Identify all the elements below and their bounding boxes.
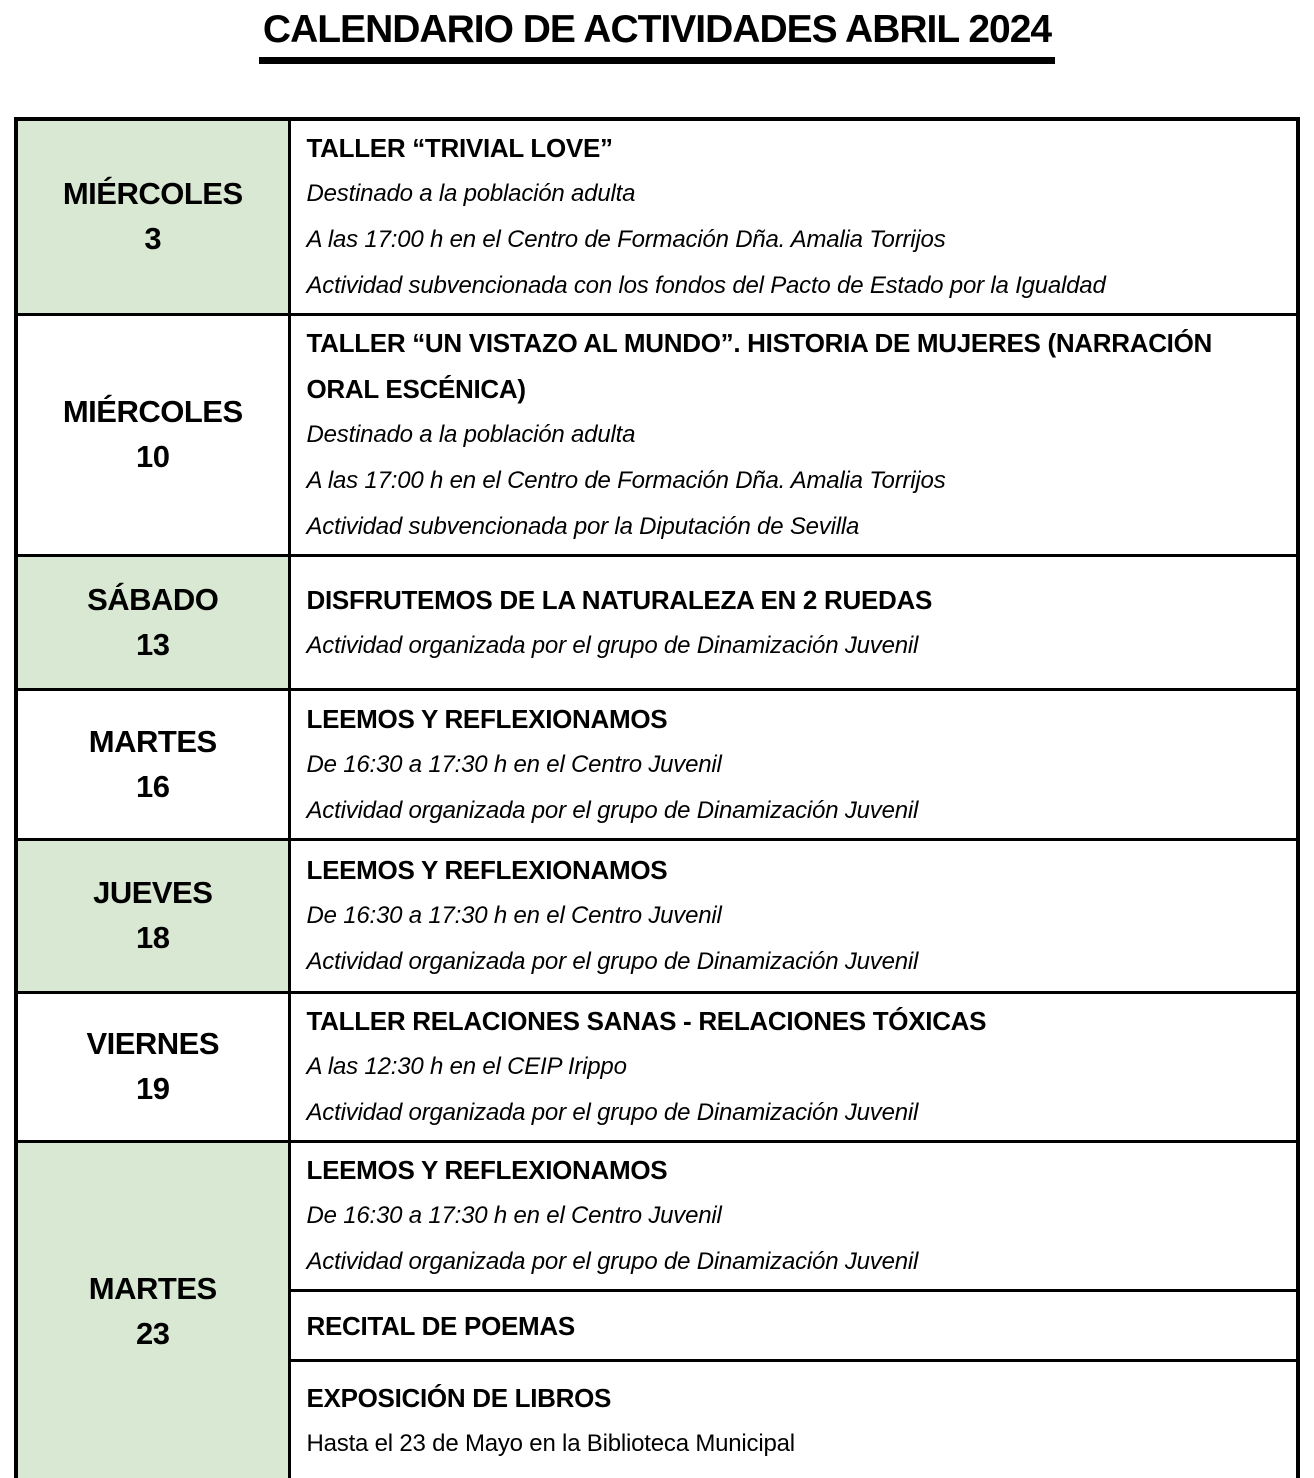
day-cell	[16, 315, 289, 556]
activity-detail: De 16:30 a 17:30 h en el Centro Juvenil	[306, 750, 722, 778]
activity-cell	[289, 1361, 1298, 1478]
title-container	[0, 0, 1314, 64]
activity-cell	[289, 119, 1298, 315]
activity-title: EXPOSICIÓN DE LIBROS	[306, 1383, 612, 1414]
table-row	[16, 556, 1298, 690]
activity-cell	[289, 840, 1298, 993]
day-cell	[16, 119, 289, 315]
activity-detail: De 16:30 a 17:30 h en el Centro Juvenil	[306, 902, 722, 929]
activity-detail: De 16:30 a 17:30 h en el Centro Juvenil	[306, 1202, 722, 1229]
activity-cell	[289, 315, 1298, 556]
activity-detail: Actividad organizada por el grupo de Dinamización Juvenil	[306, 796, 919, 824]
activity-cell	[289, 690, 1298, 840]
day-name: JUEVES	[93, 875, 213, 911]
day-name: MARTES	[88, 1270, 217, 1306]
activity-cell	[289, 993, 1298, 1142]
day-cell	[16, 690, 289, 840]
activity-title: TALLER RELACIONES SANAS - RELACIONES TÓXICAS	[306, 1006, 987, 1036]
day-number: 10	[136, 439, 170, 474]
activity-cell	[289, 556, 1298, 690]
activity-title: TALLER “TRIVIAL LOVE”	[306, 133, 613, 163]
day-cell	[16, 1142, 289, 1478]
table-row	[16, 840, 1298, 993]
day-number: 3	[144, 221, 162, 256]
activity-detail: Actividad organizada por el grupo de Dinamización Juvenil	[306, 1099, 919, 1126]
activity-detail: Actividad subvencionada con los fondos del Pacto de Estado por la Igualdad	[306, 272, 1106, 299]
activity-table	[14, 117, 1300, 1478]
table-row	[16, 993, 1298, 1142]
activity-detail: A las 17:00 h en el Centro de Formación Dña. Amalia Torrijos	[306, 467, 946, 494]
day-name: SÁBADO	[87, 581, 219, 617]
day-cell	[16, 556, 289, 690]
activity-detail: Actividad organizada por el grupo de Dinamización Juvenil	[306, 631, 919, 659]
activity-title: DISFRUTEMOS DE LA NATURALEZA EN 2 RUEDAS	[306, 584, 932, 615]
day-name: MIÉRCOLES	[62, 394, 243, 430]
day-number: 23	[136, 1315, 170, 1351]
day-cell	[16, 840, 289, 993]
day-name: MARTES	[88, 723, 217, 759]
activity-detail: Destinado a la población adulta	[306, 421, 636, 448]
table-row	[16, 119, 1298, 315]
table-row	[16, 690, 1298, 840]
day-name: MIÉRCOLES	[62, 176, 243, 212]
table-row	[16, 1142, 1298, 1291]
activity-detail: Actividad organizada por el grupo de Dinamización Juvenil	[306, 1248, 919, 1275]
day-name: VIERNES	[86, 1026, 220, 1062]
activity-cell	[289, 1142, 1298, 1291]
activity-title: RECITAL DE POEMAS	[306, 1310, 575, 1341]
day-number: 16	[136, 768, 170, 804]
activity-title: LEEMOS Y REFLEXIONAMOS	[306, 855, 668, 885]
activity-detail: A las 12:30 h en el CEIP Irippo	[306, 1053, 627, 1080]
activity-title: LEEMOS Y REFLEXIONAMOS	[306, 1155, 668, 1185]
activity-detail: Hasta el 23 de Mayo en la Biblioteca Municipal	[306, 1430, 795, 1458]
activity-table-body	[16, 119, 1298, 1478]
activity-title: LEEMOS Y REFLEXIONAMOS	[306, 703, 668, 734]
activity-detail: Actividad subvencionada por la Diputación de Sevilla	[306, 513, 860, 540]
table-row	[16, 315, 1298, 556]
activity-cell	[289, 1291, 1298, 1361]
page-title: CALENDARIO DE ACTIVIDADES ABRIL 2024	[259, 8, 1055, 64]
day-number: 19	[136, 1071, 170, 1106]
day-number: 13	[136, 626, 170, 662]
activity-detail: Actividad organizada por el grupo de Dinamización Juvenil	[306, 948, 919, 975]
activity-title: TALLER “UN VISTAZO AL MUNDO”. HISTORIA DE MUJERES (NARRACIÓN ORAL ESCÉNICA)	[306, 328, 1212, 404]
day-cell	[16, 993, 289, 1142]
activity-detail: A las 17:00 h en el Centro de Formación Dña. Amalia Torrijos	[306, 226, 946, 253]
day-number: 18	[136, 920, 170, 955]
activity-detail: Destinado a la población adulta	[306, 180, 636, 207]
